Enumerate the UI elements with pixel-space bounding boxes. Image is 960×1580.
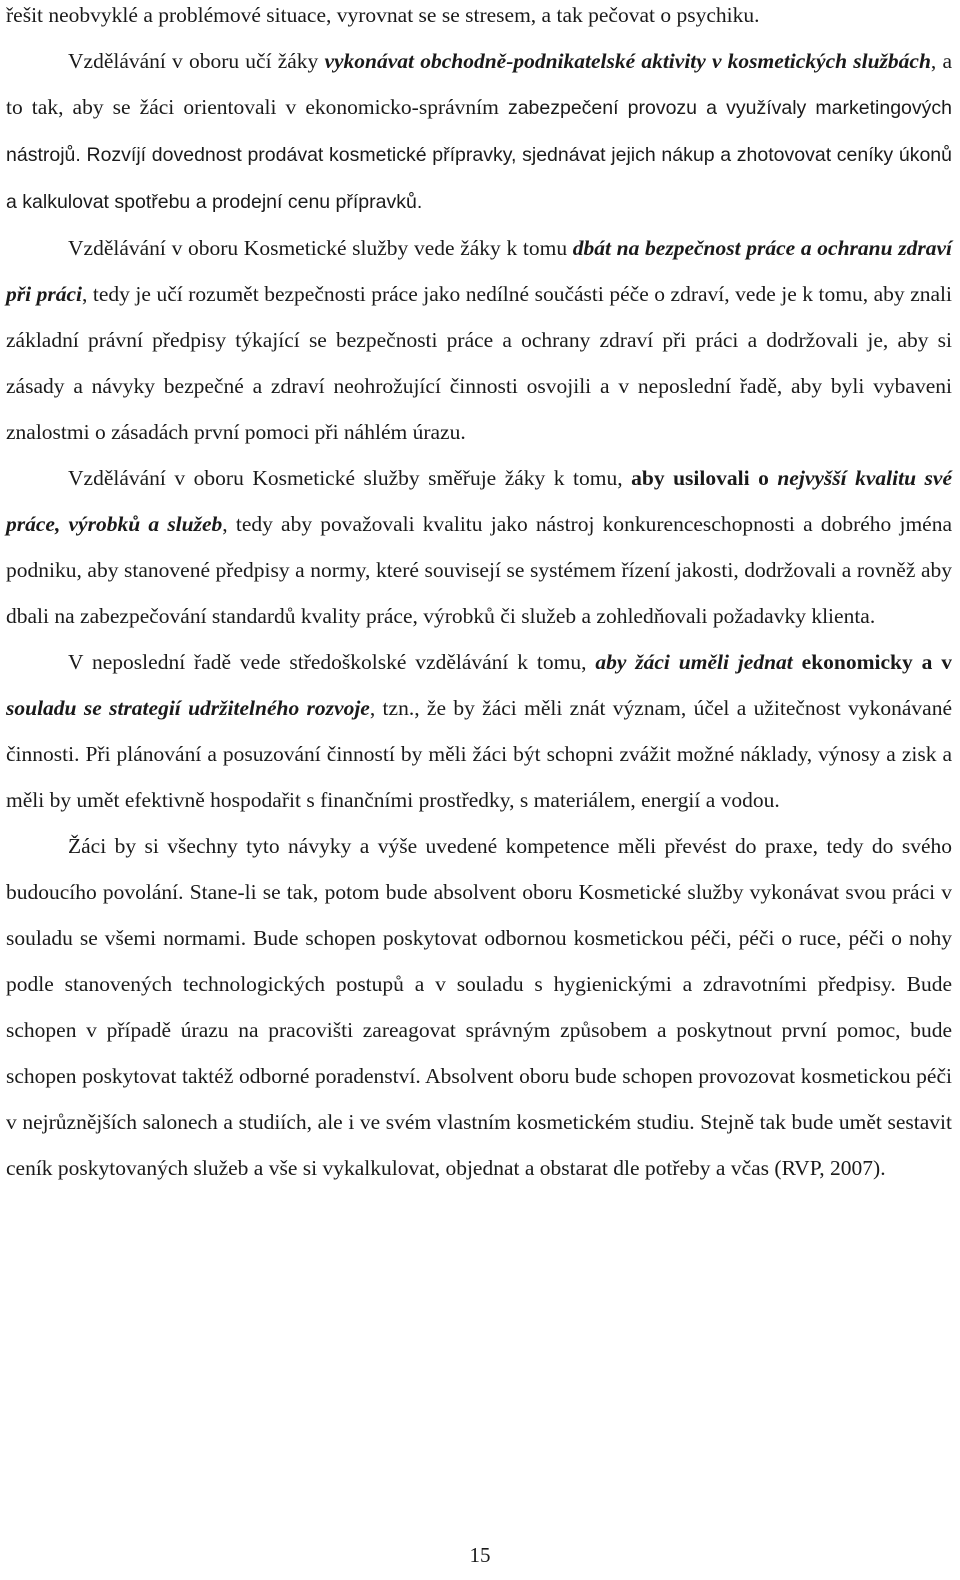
text-run: , tedy je učí rozumět bezpečnosti práce jako nedílné součásti péče o zdraví, vede je k tomu, aby znali základní právní předpisy týkající se bezpečnosti práce a ochrany zdraví při práci a dodržovali je, aby si zásady a návyky bezpečné a zdraví neohrožující činnosti osvojili a v neposlední řadě, aby byli vybaveni znalostmi o zásadách první pomoci při náhlém úrazu.	[6, 282, 952, 444]
paragraph-continuation	[6, 0, 952, 38]
emphasis-act: aby žáci uměli jednat	[595, 650, 793, 674]
paragraph-sustainability	[6, 639, 952, 823]
paragraph-business-activities	[6, 38, 952, 225]
text-run: Stane-li se tak, potom bude absolvent oboru Kosmetické služby vykonávat svou práci v souladu se všemi normami. Bude schopen poskytovat odbornou kosmetickou péči, péči o ruce, péči o nohy podle stanovených technologických postupů a v souladu s hygienickými a zdravotními předpisy. Bude schopen v případě úrazu na pracovišti zareagovat správným způsobem a poskytnout první pomoc, bude schopen poskytovat taktéž odborné poradenství. Absolvent oboru bude schopen provozovat kosmetickou péči v nejrůznějších salonech a studiích, ale i ve svém vlastním kosmetickém studiu. Stejně tak bude umět sestavit ceník poskytovaných služeb a vše si vykalkulovat, objednat a obstarat dle potřeby a včas (RVP, 2007).	[6, 880, 952, 1180]
page-number: 15	[469, 1543, 491, 1567]
emphasis-sustainable-development: souladu se strategií udržitelného rozvoje	[6, 696, 370, 720]
body-text	[6, 0, 952, 1191]
text-run: , tedy aby považovali kvalitu jako nástroj konkurenceschopnosti a dobrého jména podniku, aby stanovené předpisy a normy, které souvisejí se systémem řízení jakosti, dodržovali a rovněž aby dbali na zabezpečování standardů kvality práce, výrobků či služeb a zohledňovali požadavky klienta.	[6, 512, 952, 628]
emphasis-business-activities: vykonávat obchodně-podnikatelské aktivity v kosmetických službách	[324, 49, 931, 73]
text-run: Vzdělávání v oboru Kosmetické služby směřuje žáky k tomu,	[68, 466, 632, 490]
text-run: Vzdělávání v oboru učí žáky	[68, 49, 325, 73]
emphasis-highest-quality: nejvyšší kvalitu své práce, výrobků a služeb	[6, 466, 952, 536]
paragraph-quality	[6, 455, 952, 639]
paragraph-graduate-practice	[6, 823, 952, 1191]
text-run: řešit neobvyklé a problémové situace, vyrovnat se se stresem, a tak pečovat o psychiku.	[6, 3, 760, 27]
text-run-sans: zabezpečení provozu a využívaly marketingových nástrojů. Rozvíjí dovednost prodávat kosmetické přípravky, sjednávat jejich nákup a zhotovovat ceníky úkonů a kalkulovat spotřebu a prodejní cenu přípravků.	[6, 97, 952, 213]
paragraph-work-safety	[6, 225, 952, 455]
emphasis-strive-for: aby usilovali o	[631, 466, 778, 490]
text-run: Vzdělávání v oboru Kosmetické služby vede žáky k tomu	[68, 236, 573, 260]
emphasis-economically: ekonomicky a v	[792, 650, 952, 674]
text-run: Žáci by si všechny tyto návyky a výše uvedené kompetence měli převést do praxe, tedy do svého budoucího povolání.	[6, 834, 952, 904]
text-run: , tzn., že by žáci měli znát význam, účel a užitečnost vykonávané činnosti. Při plánování a posuzování činností by měli žáci být schopni zvážit možné náklady, výnosy a zisk a měli by umět efektivně hospodařit s finančními prostředky, s materiálem, energií a vodou.	[6, 696, 952, 812]
text-run: V neposlední řadě vede středoškolské vzdělávání k tomu,	[68, 650, 596, 674]
emphasis-work-safety: dbát na bezpečnost práce a ochranu zdraví při práci	[6, 236, 952, 306]
text-run: , a to tak, aby se žáci orientovali v ekonomicko-správním	[6, 49, 953, 119]
